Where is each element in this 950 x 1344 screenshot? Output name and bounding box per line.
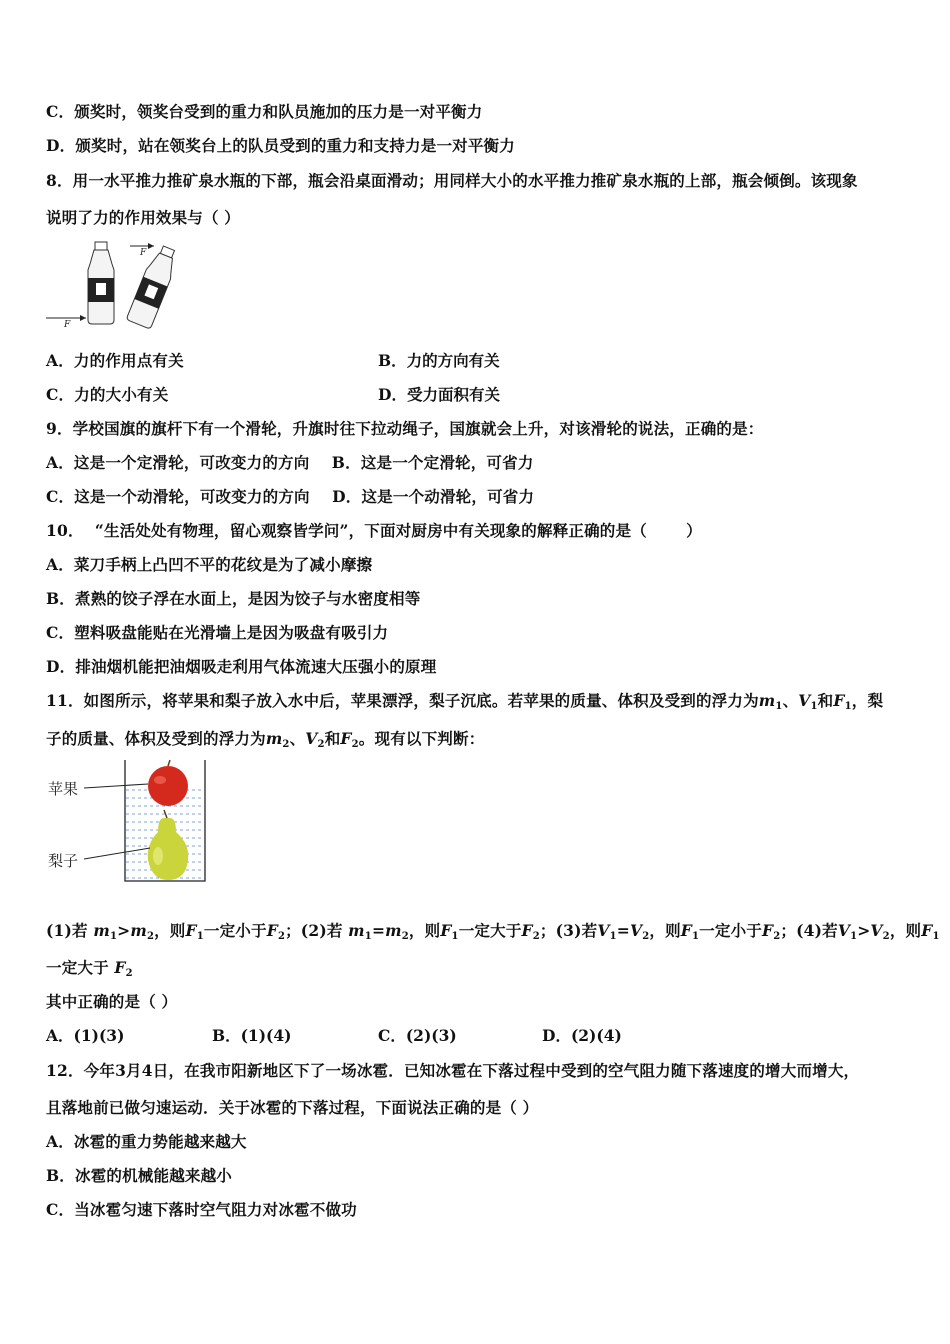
pear-label: 梨子 (48, 852, 79, 870)
q12-option-c: C．当冰雹匀速下落时空气阻力对冰雹不做功 (46, 1200, 357, 1219)
q10-option-a: A．菜刀手柄上凸凹不平的花纹是为了减小摩擦 (46, 555, 373, 574)
q7-option-c: C．颁奖时，领奖台受到的重力和队员施加的压力是一对平衡力 (46, 102, 483, 121)
q8-option-a: A．力的作用点有关 (46, 351, 184, 370)
q8-stem-line2: 说明了力的作用效果与（ ） (46, 208, 240, 227)
q12-stem-line2: 且落地前已做匀速运动．关于冰雹的下落过程，下面说法正确的是（ ） (46, 1098, 539, 1117)
q11-option-c: C．(2)(3) (378, 1026, 457, 1045)
q12-option-b: B．冰雹的机械能越来越小 (46, 1166, 233, 1185)
q11-judgements-line1: (1)若 $m_1>m_2$，则$F_1$一定小于$F_2$；(2)若 $m_1=m_2$，则$F_1$一定大于$F_2$；(3)若$V_1=V_2$，则$F_1$一定小于$F_2$；(4)若$V_1>V_2$，则$F_1$ (46, 921, 940, 942)
q8-stem-line1: 8．用一水平推力推矿泉水瓶的下部，瓶会沿桌面滑动；用同样大小的水平推力推矿泉水瓶的上部，瓶会倾倒。该现象 (46, 171, 858, 190)
q11-option-a: A．(1)(3) (46, 1026, 125, 1045)
force-label-lower: F (64, 320, 71, 330)
q11-stem-line1: 11．如图所示，将苹果和梨子放入水中后，苹果漂浮，梨子沉底。若苹果的质量、体积及受到的浮力为$m_1$、$V_1$和$F_1$，梨 (46, 691, 884, 712)
apple (148, 760, 188, 806)
q10-option-d: D．排油烟机能把油烟吸走利用气体流速大压强小的原理 (46, 657, 437, 676)
q11-option-d: D．(2)(4) (542, 1026, 622, 1045)
force-label-upper: F (140, 248, 147, 258)
q11-stem-line2: 子的质量、体积及受到的浮力为$m_2$、$V_2$和$F_2$。现有以下判断： (46, 729, 485, 750)
q8-option-d: D．受力面积有关 (378, 385, 500, 404)
q12-stem-line1: 12．今年3月4日，在我市阳新地区下了一场冰雹．已知冰雹在下落过程中受到的空气阻力随下落速度的增大而增大， (46, 1061, 860, 1080)
q10-option-b: B．煮熟的饺子浮在水面上，是因为饺子与水密度相等 (46, 589, 421, 608)
apple-label: 苹果 (48, 780, 79, 798)
q11-question: 其中正确的是（ ） (46, 992, 178, 1011)
q10-stem: 10． “生活处处有物理，留心观察皆学问”，下面对厨房中有关现象的解释正确的是（ ） (46, 521, 702, 540)
q9-options-cd: C．这是一个动滑轮，可改变力的方向 D．这是一个动滑轮，可省力 (46, 487, 535, 506)
bottles-figure (44, 238, 194, 330)
q9-options-ab: A．这是一个定滑轮，可改变力的方向 B．这是一个定滑轮，可省力 (46, 453, 534, 472)
q11-option-b: B．(1)(4) (212, 1026, 292, 1045)
q11-judgements-line2: 一定大于 $F_2$ (46, 958, 133, 979)
q7-option-d: D．颁奖时，站在领奖台上的队员受到的重力和支持力是一对平衡力 (46, 136, 515, 155)
q8-option-c: C．力的大小有关 (46, 385, 169, 404)
q9-stem: 9．学校国旗的旗杆下有一个滑轮，升旗时往下拉动绳子，国旗就会上升，对该滑轮的说法，正确的是： (46, 419, 764, 438)
apple-pear-figure (44, 756, 214, 886)
pear (148, 810, 189, 880)
q8-option-b: B．力的方向有关 (378, 351, 500, 370)
q10-option-c: C．塑料吸盘能贴在光滑墙上是因为吸盘有吸引力 (46, 623, 389, 642)
tilting-bottle (126, 243, 181, 329)
q12-option-a: A．冰雹的重力势能越来越大 (46, 1132, 247, 1151)
upright-bottle (88, 242, 114, 324)
